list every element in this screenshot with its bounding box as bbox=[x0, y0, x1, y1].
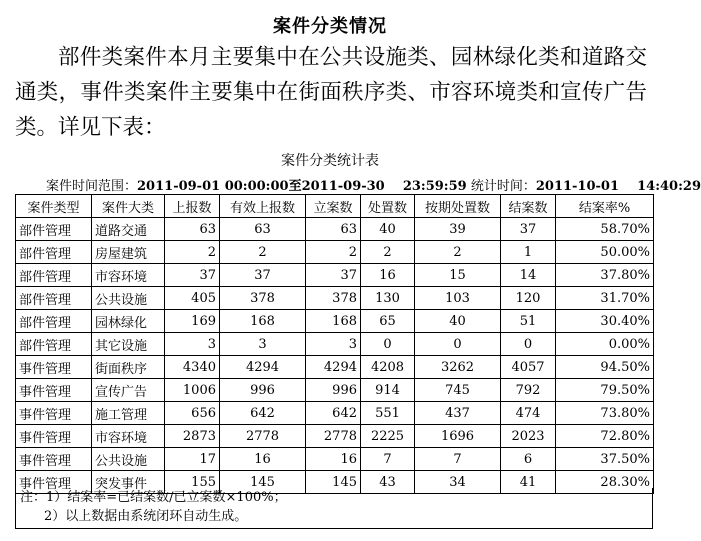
filed-cell: 4294 bbox=[306, 356, 361, 379]
handled-on-time-cell: 2 bbox=[415, 241, 501, 264]
closure-rate-cell: 37.80% bbox=[556, 264, 654, 287]
filed-cell: 37 bbox=[306, 264, 361, 287]
reported-cell: 4340 bbox=[165, 356, 220, 379]
table-row bbox=[16, 379, 654, 402]
table-row bbox=[16, 241, 654, 264]
reported-cell: 656 bbox=[165, 402, 220, 425]
filed-cell: 63 bbox=[306, 218, 361, 241]
note-source: 2）以上数据由系统闭环自动生成。 bbox=[44, 509, 248, 524]
valid-reported-cell: 3 bbox=[220, 333, 306, 356]
case-type-cell: 事件管理 bbox=[16, 448, 92, 471]
range-label: 案件时间范围： bbox=[46, 179, 138, 194]
reported-cell: 63 bbox=[165, 218, 220, 241]
handled-on-time-cell: 34 bbox=[415, 471, 501, 494]
column-header: 上报数 bbox=[165, 195, 220, 218]
closed-cell: 474 bbox=[501, 402, 556, 425]
case-category-cell: 道路交通 bbox=[92, 218, 165, 241]
table-title: 案件分类统计表 bbox=[281, 153, 379, 169]
valid-reported-cell: 2 bbox=[220, 241, 306, 264]
table-row bbox=[16, 218, 654, 241]
handled-cell: 130 bbox=[361, 287, 415, 310]
closure-rate-cell: 94.50% bbox=[556, 356, 654, 379]
closure-rate-cell: 79.50% bbox=[556, 379, 654, 402]
handled-on-time-cell: 39 bbox=[415, 218, 501, 241]
table-header-row bbox=[16, 195, 654, 218]
table-row bbox=[16, 448, 654, 471]
reported-cell: 155 bbox=[165, 471, 220, 494]
case-category-cell: 其它设施 bbox=[92, 333, 165, 356]
case-type-cell: 事件管理 bbox=[16, 402, 92, 425]
handled-on-time-cell: 1696 bbox=[415, 425, 501, 448]
table-row bbox=[16, 264, 654, 287]
summary-paragraph: 部件类案件本月主要集中在公共设施类、园林绿化类和道路交通类，事件类案件主要集中在街面秩序类、市容环境类和宣传广告类。详见下表： bbox=[15, 45, 647, 140]
handled-cell: 16 bbox=[361, 264, 415, 287]
handled-on-time-cell: 103 bbox=[415, 287, 501, 310]
closed-cell: 0 bbox=[501, 333, 556, 356]
handled-cell: 65 bbox=[361, 310, 415, 333]
reported-cell: 2 bbox=[165, 241, 220, 264]
closed-cell: 2023 bbox=[501, 425, 556, 448]
valid-reported-cell: 37 bbox=[220, 264, 306, 287]
handled-cell: 2 bbox=[361, 241, 415, 264]
closed-cell: 51 bbox=[501, 310, 556, 333]
closed-cell: 14 bbox=[501, 264, 556, 287]
table-row bbox=[16, 287, 654, 310]
case-stats-table bbox=[15, 194, 654, 494]
filed-cell: 2778 bbox=[306, 425, 361, 448]
note-formula: 注：1）结案率=已结案数/已立案数×100%； bbox=[20, 490, 287, 505]
document-title: 案件分类情况 bbox=[273, 16, 387, 37]
column-header: 立案数 bbox=[306, 195, 361, 218]
reported-cell: 1006 bbox=[165, 379, 220, 402]
closure-rate-cell: 37.50% bbox=[556, 448, 654, 471]
reported-cell: 405 bbox=[165, 287, 220, 310]
handled-cell: 7 bbox=[361, 448, 415, 471]
valid-reported-cell: 16 bbox=[220, 448, 306, 471]
valid-reported-cell: 4294 bbox=[220, 356, 306, 379]
case-type-cell: 部件管理 bbox=[16, 241, 92, 264]
handled-on-time-cell: 40 bbox=[415, 310, 501, 333]
column-header: 案件类型 bbox=[16, 195, 92, 218]
closure-rate-cell: 72.80% bbox=[556, 425, 654, 448]
closure-rate-cell: 50.00% bbox=[556, 241, 654, 264]
closure-rate-cell: 0.00% bbox=[556, 333, 654, 356]
handled-on-time-cell: 745 bbox=[415, 379, 501, 402]
handled-on-time-cell: 3262 bbox=[415, 356, 501, 379]
handled-on-time-cell: 437 bbox=[415, 402, 501, 425]
closure-rate-cell: 31.70% bbox=[556, 287, 654, 310]
range-value: 2011-09-01 00:00:00至2011-09-30 23:59:59 bbox=[137, 179, 467, 194]
table-row bbox=[16, 402, 654, 425]
filed-cell: 3 bbox=[306, 333, 361, 356]
valid-reported-cell: 63 bbox=[220, 218, 306, 241]
reported-cell: 17 bbox=[165, 448, 220, 471]
case-type-cell: 部件管理 bbox=[16, 287, 92, 310]
column-header: 结案数 bbox=[501, 195, 556, 218]
handled-cell: 43 bbox=[361, 471, 415, 494]
column-header: 有效上报数 bbox=[220, 195, 306, 218]
filed-cell: 16 bbox=[306, 448, 361, 471]
table-row bbox=[16, 356, 654, 379]
handled-cell: 551 bbox=[361, 402, 415, 425]
case-category-cell: 宣传广告 bbox=[92, 379, 165, 402]
handled-cell: 2225 bbox=[361, 425, 415, 448]
valid-reported-cell: 642 bbox=[220, 402, 306, 425]
case-category-cell: 公共设施 bbox=[92, 448, 165, 471]
table-row bbox=[16, 425, 654, 448]
case-type-cell: 部件管理 bbox=[16, 264, 92, 287]
reported-cell: 37 bbox=[165, 264, 220, 287]
column-header: 结案率% bbox=[556, 195, 654, 218]
valid-reported-cell: 145 bbox=[220, 471, 306, 494]
case-type-cell: 事件管理 bbox=[16, 425, 92, 448]
case-type-cell: 部件管理 bbox=[16, 218, 92, 241]
reported-cell: 3 bbox=[165, 333, 220, 356]
handled-on-time-cell: 0 bbox=[415, 333, 501, 356]
case-type-cell: 部件管理 bbox=[16, 333, 92, 356]
handled-cell: 0 bbox=[361, 333, 415, 356]
reported-cell: 169 bbox=[165, 310, 220, 333]
valid-reported-cell: 378 bbox=[220, 287, 306, 310]
case-category-cell: 市容环境 bbox=[92, 264, 165, 287]
case-type-cell: 事件管理 bbox=[16, 356, 92, 379]
valid-reported-cell: 2778 bbox=[220, 425, 306, 448]
column-header: 处置数 bbox=[361, 195, 415, 218]
stat-time-value: 2011-10-01 14:40:29 bbox=[535, 179, 701, 194]
filed-cell: 996 bbox=[306, 379, 361, 402]
case-type-cell: 部件管理 bbox=[16, 310, 92, 333]
case-category-cell: 市容环境 bbox=[92, 425, 165, 448]
filed-cell: 2 bbox=[306, 241, 361, 264]
closure-rate-cell: 58.70% bbox=[556, 218, 654, 241]
closure-rate-cell: 73.80% bbox=[556, 402, 654, 425]
case-category-cell: 园林绿化 bbox=[92, 310, 165, 333]
column-header: 案件大类 bbox=[92, 195, 165, 218]
filed-cell: 378 bbox=[306, 287, 361, 310]
valid-reported-cell: 168 bbox=[220, 310, 306, 333]
closed-cell: 37 bbox=[501, 218, 556, 241]
closed-cell: 4057 bbox=[501, 356, 556, 379]
handled-on-time-cell: 7 bbox=[415, 448, 501, 471]
case-type-cell: 事件管理 bbox=[16, 471, 92, 494]
table-notes bbox=[15, 488, 653, 529]
table-meta bbox=[46, 175, 701, 194]
closed-cell: 792 bbox=[501, 379, 556, 402]
closure-rate-cell: 30.40% bbox=[556, 310, 654, 333]
handled-cell: 914 bbox=[361, 379, 415, 402]
table-row bbox=[16, 310, 654, 333]
closed-cell: 6 bbox=[501, 448, 556, 471]
case-category-cell: 公共设施 bbox=[92, 287, 165, 310]
case-category-cell: 房屋建筑 bbox=[92, 241, 165, 264]
handled-on-time-cell: 15 bbox=[415, 264, 501, 287]
filed-cell: 168 bbox=[306, 310, 361, 333]
handled-cell: 40 bbox=[361, 218, 415, 241]
case-type-cell: 事件管理 bbox=[16, 379, 92, 402]
valid-reported-cell: 996 bbox=[220, 379, 306, 402]
case-category-cell: 施工管理 bbox=[92, 402, 165, 425]
closed-cell: 120 bbox=[501, 287, 556, 310]
table-row bbox=[16, 333, 654, 356]
filed-cell: 642 bbox=[306, 402, 361, 425]
stat-time-label: 统计时间： bbox=[470, 179, 536, 194]
filed-cell: 145 bbox=[306, 471, 361, 494]
column-header: 按期处置数 bbox=[415, 195, 501, 218]
closed-cell: 41 bbox=[501, 471, 556, 494]
case-category-cell: 突发事件 bbox=[92, 471, 165, 494]
case-category-cell: 街面秩序 bbox=[92, 356, 165, 379]
reported-cell: 2873 bbox=[165, 425, 220, 448]
closure-rate-cell: 28.30% bbox=[556, 471, 654, 494]
handled-cell: 4208 bbox=[361, 356, 415, 379]
closed-cell: 1 bbox=[501, 241, 556, 264]
